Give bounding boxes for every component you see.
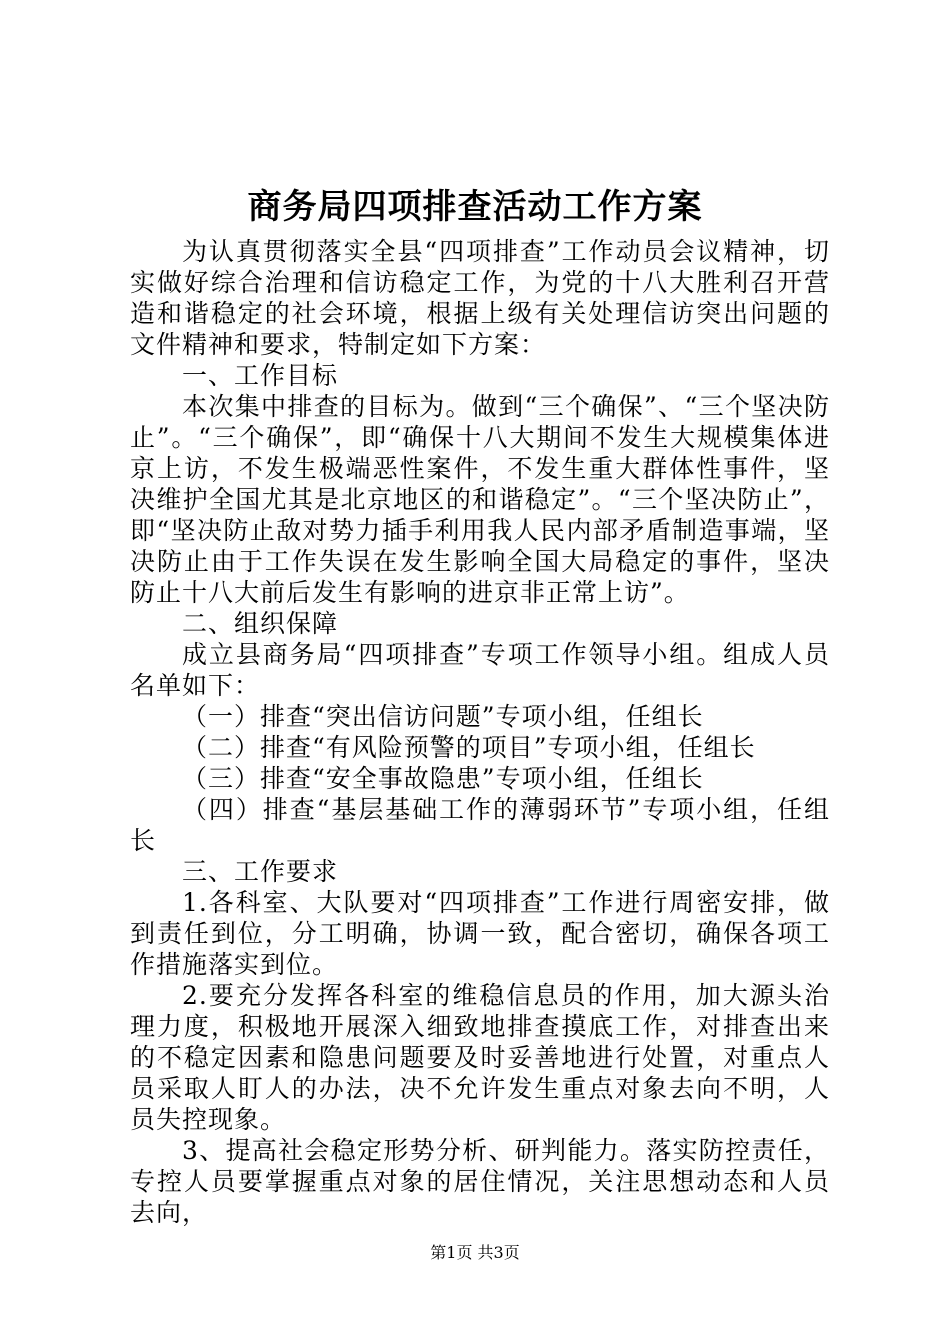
group-item-4: （四）排查“基层基础工作的薄弱环节”专项小组，任组长 bbox=[130, 795, 830, 855]
goals-paragraph: 本次集中排查的目标为。做到“三个确保”、“三个坚决防止”。“三个确保”，即“确保十八大期间不发生大规模集体进京上访，不发生极端恶性案件，不发生重大群体性事件，坚决维护全国尤其是北京地区的和谐稳定”。“三个坚决防止”，即“坚决防止敌对势力插手利用我人民内部矛盾制造事端，坚决防止由于工作失误在发生影响全国大局稳定的事件，坚决防止十八大前后发生有影响的进京非正常上访”。 bbox=[130, 392, 830, 607]
page-footer: 第1页 共3页 bbox=[430, 1243, 520, 1262]
intro-paragraph: 为认真贯彻落实全县“四项排查”工作动员会议精神，切实做好综合治理和信访稳定工作，为党的十八大胜利召开营造和谐稳定的社会环境，根据上级有关处理信访突出问题的文件精神和要求，特制定如下方案： bbox=[130, 237, 830, 359]
requirement-item-2: 2.要充分发挥各科室的维稳信息员的作用，加大源头治理力度，积极地开展深入细致地排查摸底工作，对排查出来的不稳定因素和隐患问题要及时妥善地进行处置，对重点人员采取人盯人的办法，决不允许发生重点对象去向不明，人员失控现象。 bbox=[130, 981, 830, 1134]
section-heading-organization: 二、组织保障 bbox=[182, 609, 339, 638]
document-title: 商务局四项排查活动工作方案 bbox=[247, 187, 703, 227]
group-item-3: （三）排查“安全事故隐患”专项小组，任组长 bbox=[182, 764, 704, 793]
requirement-item-1: 1.各科室、大队要对“四项排查”工作进行周密安排，做到责任到位，分工明确，协调一致，配合密切，确保各项工作措施落实到位。 bbox=[130, 888, 830, 979]
group-item-1: （一）排查“突出信访问题”专项小组，任组长 bbox=[182, 702, 704, 731]
requirement-item-3: 3、提高社会稳定形势分析、研判能力。落实防控责任，专控人员要掌握重点对象的居住情况，关注思想动态和人员去向， bbox=[130, 1136, 830, 1227]
organization-paragraph: 成立县商务局“四项排查”专项工作领导小组。组成人员名单如下： bbox=[130, 640, 830, 700]
section-heading-requirements: 三、工作要求 bbox=[182, 857, 339, 886]
document-body bbox=[130, 236, 830, 1228]
section-heading-goals: 一、工作目标 bbox=[182, 361, 339, 390]
group-item-2: （二）排查“有风险预警的项目”专项小组，任组长 bbox=[182, 733, 756, 762]
